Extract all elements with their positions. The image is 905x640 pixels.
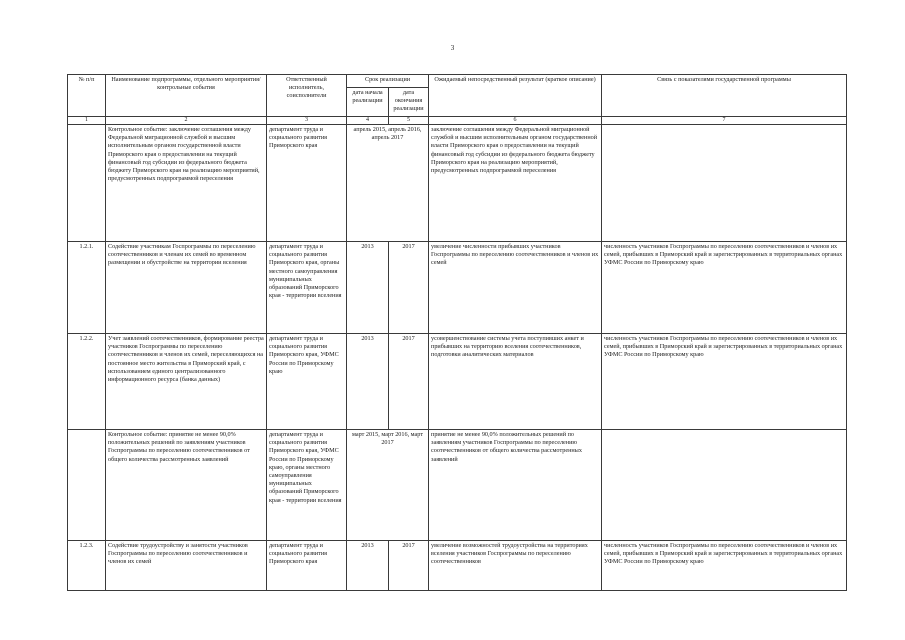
row-start: 2013 [347,334,389,430]
header-end: дата окончания реализации [389,88,429,117]
header-start: дата начала реализации [347,88,389,117]
row-responsible: департамент труда и социального развития Приморского края, УФМС России по Приморскому краю, органы местного самоуправления муниципальных образований Приморского края - территории вселения [267,430,347,541]
column-number: 1 [68,117,106,125]
table-row [68,242,847,334]
row-end: 2017 [389,541,429,591]
column-number: 4 [347,117,389,125]
row-name: Контрольное событие: заключение соглашения между Федеральной миграционной службой и высшим исполнительным органом государственной власти Приморского края о предоставлении на текущий финансовый год субсидии из федерального бюджета бюджету Приморского края на реализацию мероприятий, предусмотренных подпрограммой переселения [106,125,267,242]
row-expected: увеличение возможностей трудоустройства на территориях вселения участников Госпрограммы по переселению соотечественников [429,541,602,591]
header-term: Срок реализации [347,75,429,88]
table-row [68,430,847,541]
row-term: март 2015, март 2016, март 2017 [347,430,429,541]
row-start: 2013 [347,242,389,334]
header-responsible: Ответственный исполнитель, соисполнители [267,75,347,117]
row-link: численность участников Госпрограммы по переселению соотечественников и членов их семей, прибывших в Приморский край и зарегистрированных в территориальных органах УФМС России по Приморскому краю [602,334,847,430]
page-number: 3 [450,44,455,52]
row-responsible: департамент труда и социального развития Приморского края [267,541,347,591]
row-num: 1.2.1. [68,242,106,334]
row-link [602,430,847,541]
row-expected: принятие не менее 90,0% положительных решений по заявлениям участников Госпрограммы по переселению соотечественников от общего количества рассмотренных заявлений [429,430,602,541]
row-responsible: департамент труда и социального развития Приморского края, органы местного самоуправления муниципальных образований Приморского края - территории вселения [267,242,347,334]
row-term: апрель 2015, апрель 2016, апрель 2017 [347,125,429,242]
row-name: Учет заявлений соотечественников, формирование реестра участников Госпрограммы по переселению соотечественников и членов их семей, переселяющихся на постоянное место жительства в Приморский край, с использованием единого централизованного информационного ресурса (банка данных) [106,334,267,430]
row-end: 2017 [389,242,429,334]
header-link: Связь с показателями государственной программы [602,75,847,117]
row-num: 1.2.3. [68,541,106,591]
row-link: численность участников Госпрограммы по переселению соотечественников и членов их семей, прибывших в Приморский край и зарегистрированных в территориальных органах УФМС России по Приморскому краю [602,541,847,591]
row-link [602,125,847,242]
row-name: Содействие участникам Госпрограммы по переселению соотечественников и членам их семей во временном размещении и обустройстве на территории вселения [106,242,267,334]
header-expected: Ожидаемый непосредственный результат (краткое описание) [429,75,602,117]
row-num [68,125,106,242]
column-number: 6 [429,117,602,125]
row-responsible: департамент труда и социального развития Приморского края, УФМС России по Приморскому краю [267,334,347,430]
row-num [68,430,106,541]
table-header [68,75,847,125]
implementation-plan-table [67,74,847,591]
column-number: 5 [389,117,429,125]
column-number: 2 [106,117,267,125]
row-expected: усовершенствование системы учета поступивших анкет и прибывших на территорию вселения соотечественников, подготовки аналитических материалов [429,334,602,430]
row-end: 2017 [389,334,429,430]
table-row [68,541,847,591]
row-name: Содействие трудоустройству и занятости участников Госпрограммы по переселению соотечественников и членов их семей [106,541,267,591]
column-number: 3 [267,117,347,125]
table-row [68,334,847,430]
column-numbers-row [68,117,847,125]
row-expected: заключение соглашения между Федеральной миграционной службой и высшим исполнительным органом государственной власти Приморского края о предоставлении на текущий финансовый год субсидии из федерального бюджета бюджету Приморского края на реализацию мероприятий, предусмотренных подпрограммой переселения [429,125,602,242]
row-expected: увеличение численности прибывших участников Госпрограммы по переселению соотечественников и членов их семей [429,242,602,334]
row-num: 1.2.2. [68,334,106,430]
row-link: численность участников Госпрограммы по переселению соотечественников и членов их семей, прибывших в Приморский край и зарегистрированных в территориальных органах УФМС России по Приморскому краю [602,242,847,334]
row-name: Контрольное событие: принятие не менее 90,0% положительных решений по заявлениям участников Госпрограммы по переселению соотечественников от общего количества рассмотренных заявлений [106,430,267,541]
row-responsible: департамент труда и социального развития Приморского края [267,125,347,242]
table-row [68,125,847,242]
row-start: 2013 [347,541,389,591]
header-name: Наименование подпрограммы, отдельного мероприятия/ контрольные события [106,75,267,117]
header-num: № п/п [68,75,106,117]
column-number: 7 [602,117,847,125]
